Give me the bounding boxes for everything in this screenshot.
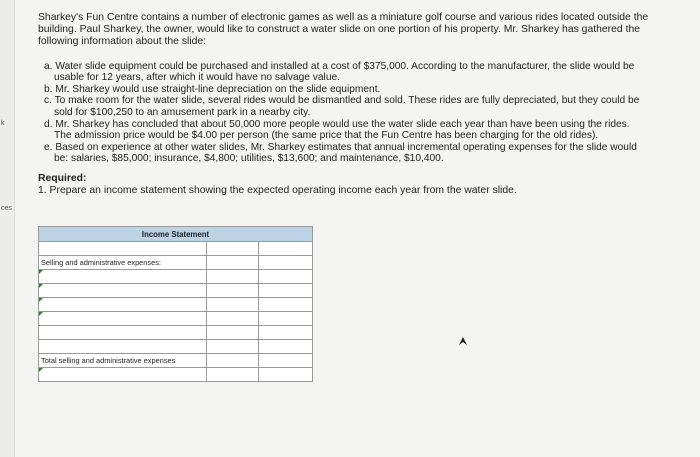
problem-intro: Sharkey's Fun Centre contains a number of electronic games as well as a miniature golf course and various rides located outside the building. Paul Sharkey, the owner, would like to construct a water slide on one portion of his property. Mr. Sharkey has gathered the following information about the slide: (38, 12, 649, 48)
label-input[interactable] (39, 340, 207, 354)
item-line: e. Based on experience at other water slides, Mr. Sharkey estimates that annual incremental operating expenses for the slide would (44, 141, 637, 153)
problem-content (38, 12, 678, 197)
amount-input[interactable] (206, 368, 258, 382)
label-input[interactable] (39, 368, 207, 382)
amount-input[interactable] (258, 242, 312, 256)
required-question: 1. Prepare an income statement showing the expected operating income each year from the water slide. (38, 184, 517, 196)
table-row (39, 256, 313, 270)
amount-input[interactable] (206, 242, 258, 256)
label-input[interactable] (39, 242, 207, 256)
amount-input[interactable] (206, 270, 258, 284)
item-line-continued: sold for $100,250 to an amusement park in a nearby city. (54, 106, 311, 118)
table-row (39, 312, 313, 326)
item-line: b. Mr. Sharkey would use straight-line depreciation on the slide equipment. (44, 83, 381, 95)
table-row (39, 242, 313, 256)
required-section (38, 173, 678, 197)
sidebar-fragment: k (1, 120, 5, 127)
sidebar-fragment: ces (1, 205, 12, 212)
table-row (39, 354, 313, 368)
row-label: Selling and administrative expenses: (39, 256, 207, 270)
table-row (39, 368, 313, 382)
amount-input[interactable] (258, 284, 312, 298)
information-list (44, 61, 678, 165)
item-line-continued: be: salaries, $85,000; insurance, $4,800; utilities, $13,600; and maintenance, $10,400. (54, 153, 444, 165)
list-item (44, 61, 678, 84)
amount-input[interactable] (258, 368, 312, 382)
list-item (44, 119, 678, 142)
label-input[interactable] (39, 326, 207, 340)
list-item (44, 95, 678, 118)
amount-input[interactable] (206, 340, 258, 354)
amount-input[interactable] (206, 354, 258, 368)
amount-input[interactable] (206, 326, 258, 340)
left-sidebar-strip (0, 0, 15, 457)
label-input[interactable] (39, 298, 207, 312)
table-row (39, 340, 313, 354)
label-input[interactable] (39, 270, 207, 284)
required-heading: Required: (38, 172, 87, 184)
table-row (39, 284, 313, 298)
row-label: Total selling and administrative expenses (39, 354, 207, 368)
statement-title: Income Statement (39, 227, 313, 242)
item-line-continued: usable for 12 years, after which it would have no salvage value. (54, 72, 340, 84)
table-row (39, 298, 313, 312)
label-input[interactable] (39, 312, 207, 326)
amount-input[interactable] (258, 256, 312, 270)
item-line: d. Mr. Sharkey has concluded that about 50,000 more people would use the water slide each year than have been using the rides. (44, 118, 630, 130)
table-row (39, 270, 313, 284)
amount-input[interactable] (258, 312, 312, 326)
item-line-continued: The admission price would be $4.00 per person (the same price that the Fun Centre has been charging for the old rides). (54, 130, 599, 142)
amount-input[interactable] (258, 326, 312, 340)
table-row (39, 227, 313, 242)
mouse-cursor-icon (458, 336, 468, 346)
item-line: a. Water slide equipment could be purchased and installed at a cost of $375,000. According to the manufacturer, the slide would be (44, 60, 635, 72)
amount-input[interactable] (258, 340, 312, 354)
income-statement-table (38, 226, 313, 382)
amount-input[interactable] (258, 354, 312, 368)
amount-input[interactable] (258, 298, 312, 312)
amount-input[interactable] (258, 270, 312, 284)
amount-input[interactable] (206, 298, 258, 312)
item-line: c. To make room for the water slide, several rides would be dismantled and sold. These rides are fully depreciated, but they could be (44, 95, 640, 107)
table-row (39, 326, 313, 340)
amount-input[interactable] (206, 284, 258, 298)
amount-input[interactable] (206, 256, 258, 270)
list-item (44, 84, 678, 96)
amount-input[interactable] (206, 312, 258, 326)
list-item (44, 142, 678, 165)
label-input[interactable] (39, 284, 207, 298)
